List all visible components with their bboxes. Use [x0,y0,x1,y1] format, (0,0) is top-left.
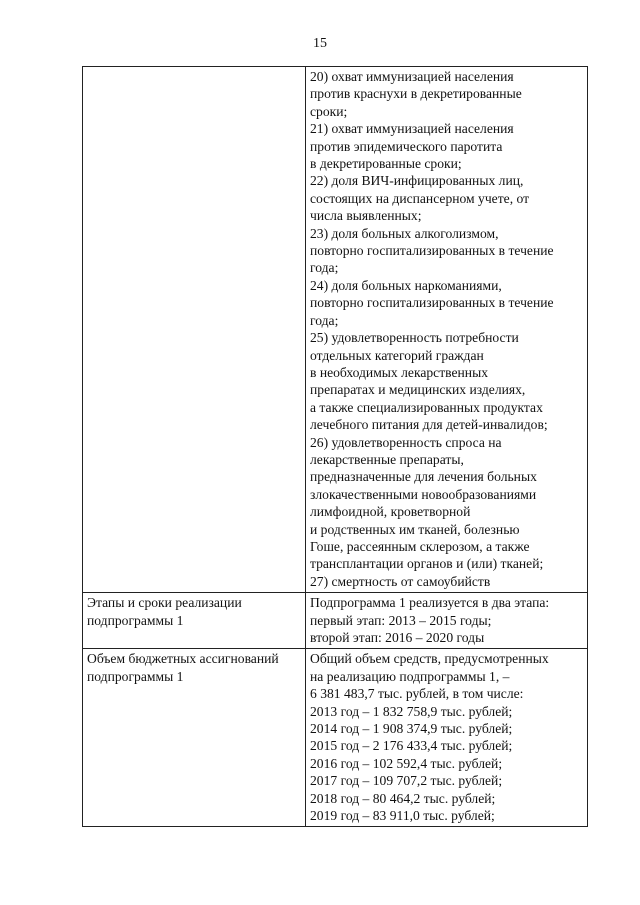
row-content-line: отдельных категорий граждан [310,347,484,363]
row-content-line: лимфоидной, кроветворной [310,504,471,520]
row-content-line: второй этап: 2016 – 2020 годы [310,630,485,645]
row-content-line: препаратах и медицинских изделиях, [310,382,526,398]
row-content-line: лекарственные препараты, [310,451,464,467]
row-content-cell [306,67,588,593]
row-content-line: 23) доля больных алкоголизмом, [310,225,499,241]
row-content-line: состоящих на диспансерном учете, от [310,190,530,206]
row-label-line: Этапы и сроки реализации [87,595,242,611]
row-content-line: 2018 год – 80 464,2 тыс. рублей; [310,790,496,806]
row-content-line: Гоше, рассеянным склерозом, а также [310,538,530,554]
row-content-cell [306,649,588,827]
row-content-line: 26) удовлетворенность спроса на [310,434,502,450]
row-content-line: и родственных им тканей, болезнью [310,521,520,537]
row-content-line: 2013 год – 1 832 758,9 тыс. рублей; [310,703,513,719]
row-content-line: года; [310,312,339,328]
row-content-line: в декретированные сроки; [310,156,462,172]
page-number: 15 [313,36,327,51]
row-content-line: года; [310,260,339,276]
row-content-line: в необходимых лекарственных [310,364,488,380]
row-content-line: 27) смертность от самоубийств [310,573,491,589]
row-content-line: 22) доля ВИЧ-инфицированных лиц, [310,173,524,189]
row-content-line: 2017 год – 109 707,2 тыс. рублей; [310,773,503,789]
row-content-line: трансплантации органов и (или) тканей; [310,556,544,572]
row-label-line: подпрограммы 1 [87,612,184,628]
row-content-line: 25) удовлетворенность потребности [310,330,519,346]
row-content-line: 2014 год – 1 908 374,9 тыс. рублей; [310,721,513,737]
row-content-cell [306,593,588,649]
row-content-line: Общий объем средств, предусмотренных [310,651,549,667]
row-content-line: повторно госпитализированных в течение [310,243,554,259]
row-label-cell [83,649,306,827]
table-row [83,649,588,827]
row-content-line: 21) охват иммунизацией населения [310,121,514,137]
row-content-line: против эпидемического паротита [310,138,503,154]
row-content-line: 24) доля больных наркоманиями, [310,277,502,293]
row-content-line: Подпрограмма 1 реализуется в два этапа: [310,595,550,611]
row-content-line: 2015 год – 2 176 433,4 тыс. рублей; [310,738,513,754]
row-content-line: предназначенные для лечения больных [310,469,537,485]
row-content-line: лечебного питания для детей-инвалидов; [310,417,548,433]
row-label-line: подпрограммы 1 [87,668,184,684]
table-row [83,67,588,593]
row-label-cell [83,593,306,649]
row-content-line: 2016 год – 102 592,4 тыс. рублей; [310,755,503,771]
row-content-line: повторно госпитализированных в течение [310,295,554,311]
passport-table [82,66,588,827]
row-label-line: Объем бюджетных ассигнований [87,651,279,667]
row-content-line: 2019 год – 83 911,0 тыс. рублей; [310,808,495,824]
row-content-line: 6 381 483,7 тыс. рублей, в том числе: [310,686,524,702]
row-content-line: сроки; [310,103,348,119]
table-row [83,593,588,649]
row-content-line: а также специализированных продуктах [310,399,543,415]
row-label-cell [83,67,306,593]
row-content-line: первый этап: 2013 – 2015 годы; [310,612,492,628]
row-content-line: против краснухи в декретированные [310,86,522,102]
row-content-line: на реализацию подпрограммы 1, – [310,668,510,684]
row-content-line: числа выявленных; [310,208,422,224]
row-content-line: 20) охват иммунизацией населения [310,69,514,84]
row-content-line: злокачественными новообразованиями [310,486,537,502]
